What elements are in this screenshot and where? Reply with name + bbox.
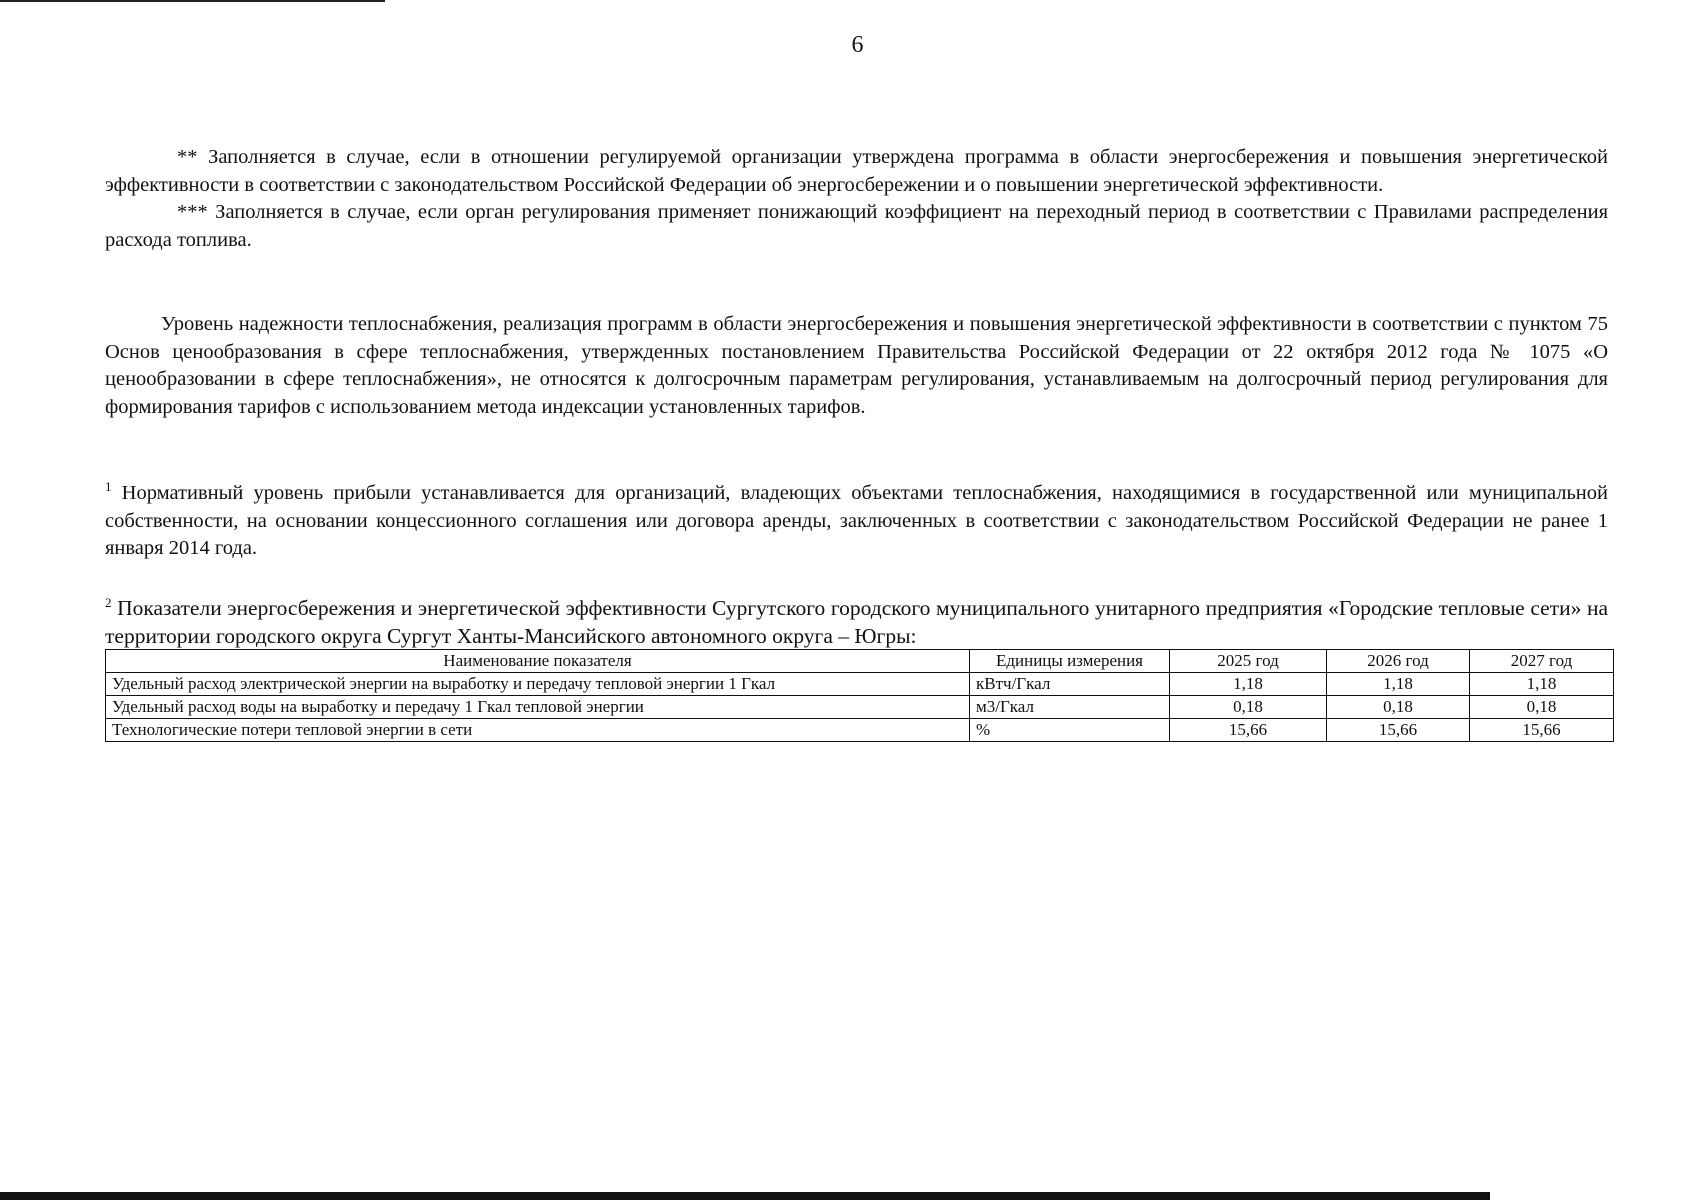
footnote-2-marker: 2 [105, 594, 112, 610]
header-2026: 2026 год [1327, 650, 1470, 673]
note-double-star: ** Заполняется в случае, если в отношении регулируемой организации утверждена программа в области энергосбережения и повышения энергетической эффективности в соответствии с законодательством Российской Федерации об энергосбережении и о повышении энергетической эффективности. [105, 146, 1608, 196]
indicators-table [105, 649, 1614, 742]
row-value-2025: 15,66 [1170, 719, 1327, 742]
row-value-2026: 1,18 [1327, 673, 1470, 696]
footnote-2-text: Показатели энергосбережения и энергетической эффективности Сургутского городского муниципального унитарного предприятия «Городские тепловые сети» на территории городского округа Сургут Ханты-Мансийского автономного округа – Югры: [105, 596, 1608, 648]
table-header-row [106, 650, 1614, 673]
page-number: 6 [851, 32, 864, 58]
reliability-section [105, 311, 1608, 421]
footnote-2 [105, 594, 1608, 650]
row-value-2026: 15,66 [1327, 719, 1470, 742]
reliability-paragraph: Уровень надежности теплоснабжения, реализация программ в области энергосбережения и повышения энергетической эффективности в соответствии с пунктом 75 Основ ценообразования в сфере теплоснабжения, утвержденных постановлением Правительства Российской Федерации от 22 октября 2012 года № 1075 «О ценообразовании в сфере теплоснабжения», не относятся к долгосрочным параметрам регулирования, устанавливаемым на долгосрочный период регулирования для формирования тарифов с использованием метода индексации установленных тарифов. [105, 313, 1608, 418]
row-value-2025: 1,18 [1170, 673, 1327, 696]
top-edge-rule [0, 0, 385, 2]
table-row [106, 696, 1614, 719]
row-name: Технологические потери тепловой энергии в сети [106, 719, 970, 742]
table-row [106, 719, 1614, 742]
bottom-edge-rule [0, 1192, 1490, 1200]
row-unit: кВтч/Гкал [970, 673, 1170, 696]
header-name: Наименование показателя [106, 650, 970, 673]
row-value-2027: 0,18 [1470, 696, 1614, 719]
header-2025: 2025 год [1170, 650, 1327, 673]
row-value-2027: 15,66 [1470, 719, 1614, 742]
footnote-1 [105, 480, 1608, 563]
row-value-2026: 0,18 [1327, 696, 1470, 719]
notes-section [105, 144, 1608, 254]
row-name: Удельный расход электрической энергии на выработку и передачу тепловой энергии 1 Гкал [106, 673, 970, 696]
header-2027: 2027 год [1470, 650, 1614, 673]
row-unit: м3/Гкал [970, 696, 1170, 719]
header-unit: Единицы измерения [970, 650, 1170, 673]
row-value-2025: 0,18 [1170, 696, 1327, 719]
footnote-1-text: Нормативный уровень прибыли устанавливается для организаций, владеющих объектами теплоснабжения, находящимися в государственной или муниципальной собственности, на основании концессионного соглашения или договора аренды, заключенных в соответствии с законодательством Российской Федерации не ранее 1 января 2014 года. [105, 482, 1608, 559]
row-unit: % [970, 719, 1170, 742]
note-triple-star: *** Заполняется в случае, если орган регулирования применяет понижающий коэффициент на переходный период в соответствии с Правилами распределения расхода топлива. [105, 201, 1608, 251]
table-row [106, 673, 1614, 696]
row-value-2027: 1,18 [1470, 673, 1614, 696]
row-name: Удельный расход воды на выработку и передачу 1 Гкал тепловой энергии [106, 696, 970, 719]
footnote-1-marker: 1 [105, 479, 112, 495]
